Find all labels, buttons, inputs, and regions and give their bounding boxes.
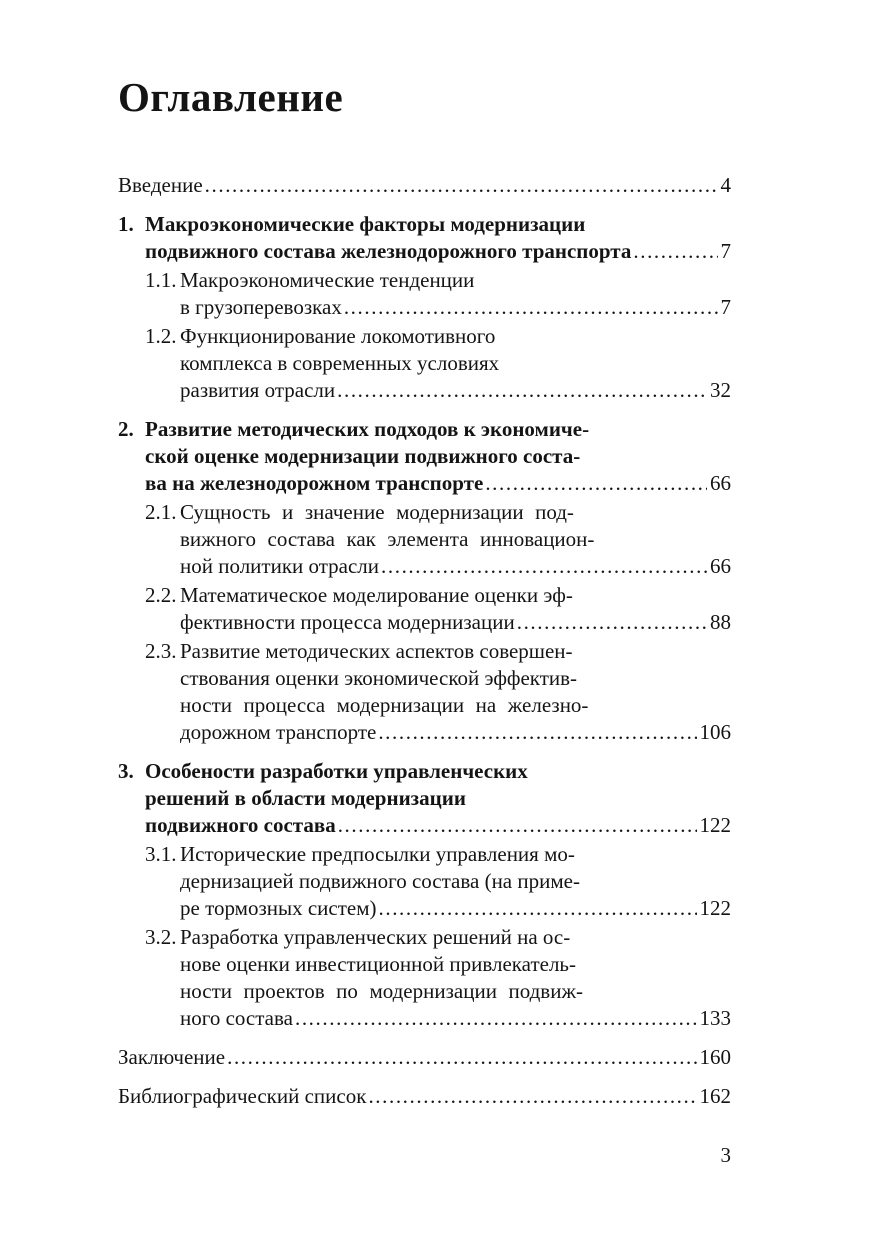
toc-entry-number: 2.1. (145, 500, 177, 524)
dot-leader (337, 377, 707, 404)
toc-entry-vvedenie (118, 172, 731, 199)
toc-entry-section-3-2 (118, 924, 731, 1032)
toc-line (118, 294, 731, 321)
toc-entry-text: Заключение (118, 1045, 226, 1069)
toc-line (118, 895, 731, 922)
toc-line (118, 868, 731, 895)
dot-leader (227, 1044, 696, 1071)
toc-entry-text: дернизацией подвижного состава (на приме- (180, 869, 580, 893)
toc-entry-number: 1.1. (145, 268, 177, 292)
toc-entry-section-2-1 (118, 499, 731, 580)
toc-entry-text: Макроэкономические факторы модернизации (145, 212, 586, 236)
toc-entry-text: вижного состава как элемента инновацион- (180, 527, 595, 551)
dot-leader (485, 470, 707, 497)
toc-line (118, 951, 731, 978)
dot-leader (378, 719, 696, 746)
dot-leader (344, 294, 718, 321)
page-number: 3 (720, 1143, 731, 1167)
toc-line (118, 812, 731, 839)
toc-line (118, 1083, 731, 1110)
dot-leader (379, 895, 697, 922)
toc-line (118, 609, 731, 636)
toc-page-number: 32 (710, 378, 731, 402)
toc-entry-number: 3.1. (145, 842, 177, 866)
toc-entry-text: развития отрасли (180, 378, 336, 402)
toc-entry-text: в грузоперевозках (180, 295, 342, 319)
toc-entry-text: подвижного состава (145, 813, 336, 837)
toc-line (118, 350, 731, 377)
toc-entry-text: Функционирование локомотивного (180, 324, 496, 348)
toc-entry-bibliography (118, 1083, 731, 1110)
toc-entry-section-1-2 (118, 323, 731, 404)
dot-leader (205, 172, 718, 199)
toc-page-number: 106 (699, 720, 731, 744)
toc-line (118, 582, 731, 609)
toc-page-number: 162 (699, 1084, 731, 1108)
toc-entry-text: Макроэкономические тенденции (180, 268, 475, 292)
toc-entry-text: Особености разработки управленческих (145, 759, 528, 783)
dot-leader (368, 1083, 696, 1110)
toc-line (118, 785, 731, 812)
toc-line (118, 172, 731, 199)
dot-leader (517, 609, 707, 636)
toc-line (118, 553, 731, 580)
toc-line (118, 978, 731, 1005)
toc-entry-number: 3. (118, 759, 134, 783)
toc-entry-text: Разработка управленческих решений на ос- (180, 925, 571, 949)
toc-page-number: 160 (699, 1045, 731, 1069)
toc-page-number: 7 (720, 295, 731, 319)
toc-page-number: 4 (720, 173, 731, 197)
toc-entry-number: 1. (118, 212, 134, 236)
toc-line (118, 267, 731, 294)
toc-entry-number: 2.2. (145, 583, 177, 607)
toc-entry-text: ской оценке модернизации подвижного соста- (145, 444, 581, 468)
toc-entry-text: подвижного состава железнодорожного транспорта (145, 239, 632, 263)
toc-line (118, 470, 731, 497)
toc-page-number: 122 (699, 813, 731, 837)
toc-line (118, 758, 731, 785)
toc-entry-text: Развитие методических аспектов совершен- (180, 639, 573, 663)
toc-line (118, 499, 731, 526)
toc-entry-text: ствования оценки экономической эффектив- (180, 666, 578, 690)
toc-entry-text: Введение (118, 173, 203, 197)
toc-entry-number: 2. (118, 417, 134, 441)
toc-line (118, 377, 731, 404)
toc-entry-text: Библиографический список (118, 1084, 367, 1108)
toc-page-number: 66 (710, 471, 731, 495)
toc-entry-number: 3.2. (145, 925, 177, 949)
toc-line (118, 1005, 731, 1032)
toc-entry-section-1 (118, 211, 731, 265)
toc-entry-number: 1.2. (145, 324, 177, 348)
toc-line (118, 665, 731, 692)
toc-page-number: 66 (710, 554, 731, 578)
toc-entry-text: Развитие методических подходов к экономиче- (145, 417, 590, 441)
toc-line (118, 526, 731, 553)
toc-page-number: 88 (710, 610, 731, 634)
toc-line (118, 638, 731, 665)
toc-page-number: 7 (720, 239, 731, 263)
toc-entry-section-3 (118, 758, 731, 839)
toc-entry-text: Исторические предпосылки управления мо- (180, 842, 575, 866)
page-title: Оглавление (118, 74, 344, 120)
toc-page-number: 122 (699, 896, 731, 920)
toc-line (118, 211, 731, 238)
toc-entry-zaklyuchenie (118, 1044, 731, 1071)
toc-entry-section-2-3 (118, 638, 731, 746)
toc-entry-text: ре тормозных систем) (180, 896, 377, 920)
toc-entry-text: решений в области модернизации (145, 786, 466, 810)
toc-entry-text: ности проектов по модернизации подвиж- (180, 979, 583, 1003)
table-of-contents (118, 172, 731, 1110)
toc-line (118, 719, 731, 746)
toc-entry-text: комплекса в современных условиях (180, 351, 500, 375)
dot-leader (295, 1005, 697, 1032)
dot-leader (338, 812, 697, 839)
toc-entry-text: фективности процесса модернизации (180, 610, 515, 634)
toc-entry-section-2 (118, 416, 731, 497)
toc-line (118, 416, 731, 443)
dot-leader (633, 238, 717, 265)
toc-line (118, 238, 731, 265)
toc-entry-text: дорожном транспорте (180, 720, 377, 744)
toc-entry-text: Математическое моделирование оценки эф- (180, 583, 573, 607)
toc-line (118, 924, 731, 951)
toc-entry-section-1-1 (118, 267, 731, 321)
toc-line (118, 1044, 731, 1071)
toc-line (118, 323, 731, 350)
dot-leader (381, 553, 707, 580)
toc-entry-section-2-2 (118, 582, 731, 636)
toc-line (118, 443, 731, 470)
toc-entry-text: ной политики отрасли (180, 554, 380, 578)
toc-entry-number: 2.3. (145, 639, 177, 663)
toc-entry-section-3-1 (118, 841, 731, 922)
toc-entry-text: нове оценки инвестиционной привлекатель- (180, 952, 577, 976)
toc-line (118, 692, 731, 719)
toc-entry-text: ва на железнодорожном транспорте (145, 471, 484, 495)
toc-entry-text: ного состава (180, 1006, 293, 1030)
toc-page-number: 133 (699, 1006, 731, 1030)
toc-entry-text: Сущность и значение модернизации под- (180, 500, 574, 524)
toc-line (118, 841, 731, 868)
toc-entry-text: ности процесса модернизации на железно- (180, 693, 589, 717)
